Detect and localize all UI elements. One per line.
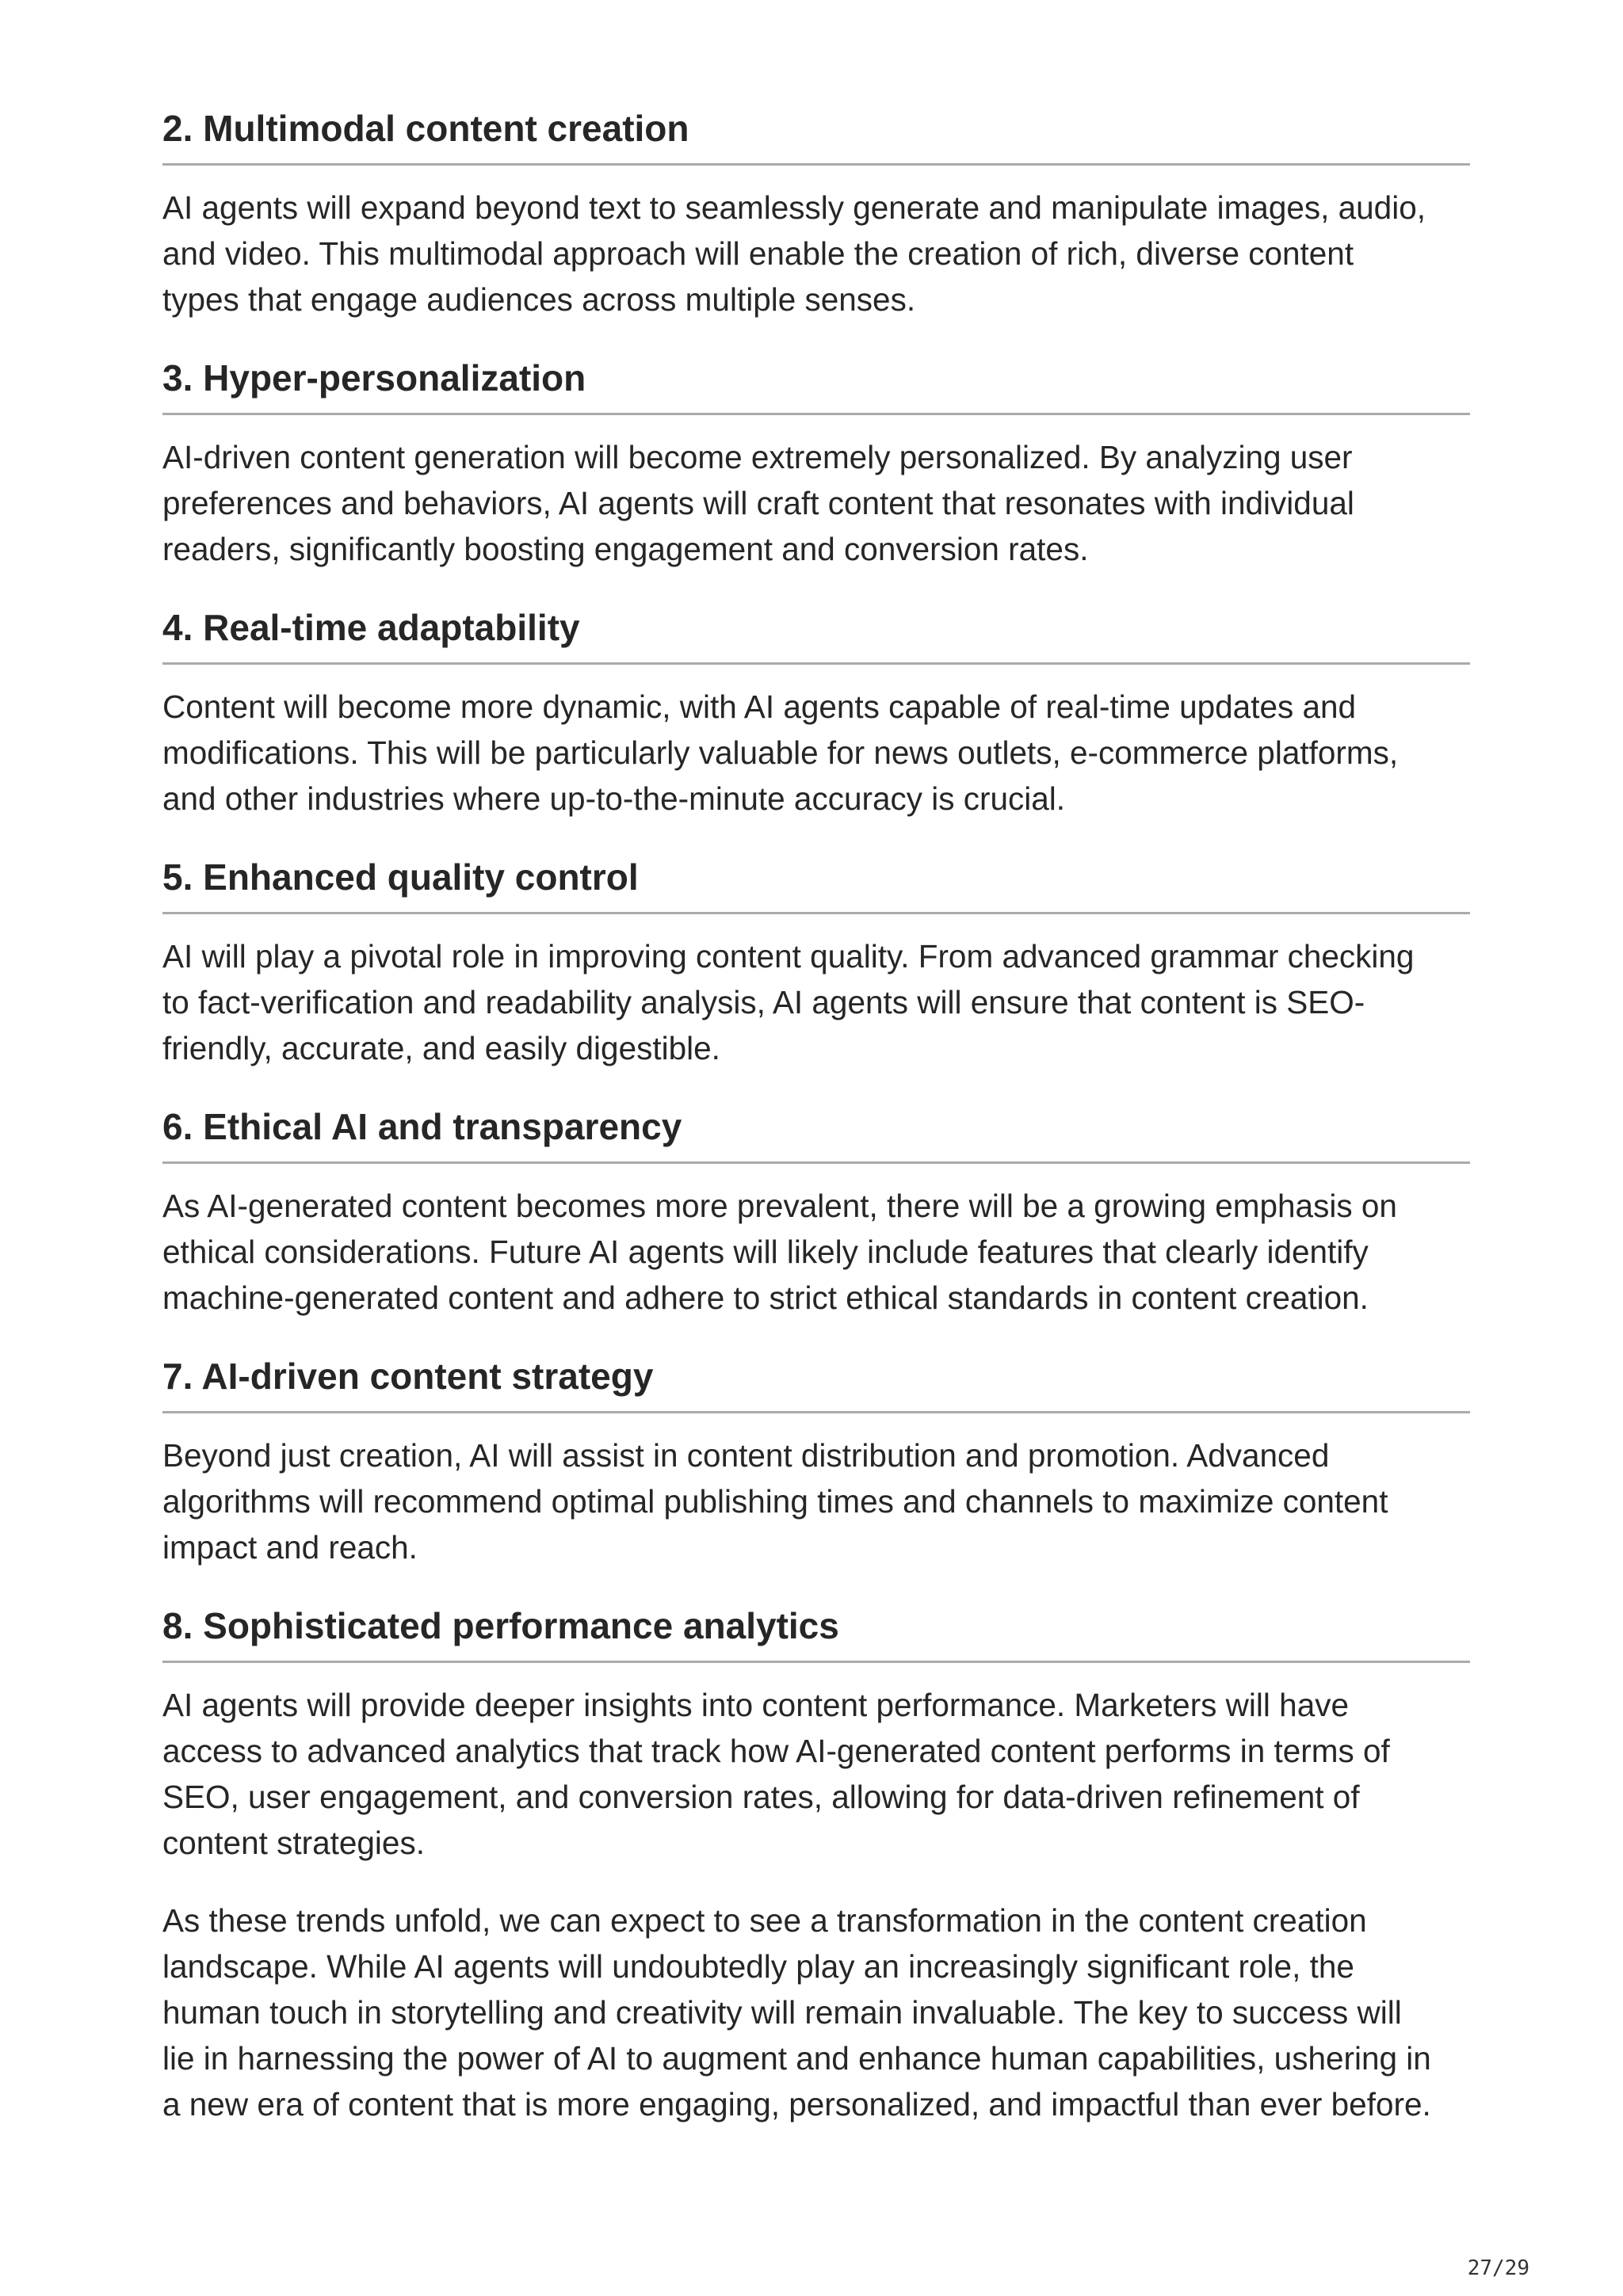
text-line: modifications. This will be particularly valuable for news outlets, e-commerce platforms, [162, 734, 1399, 771]
text-line: Content will become more dynamic, with AI agents capable of real-time updates and [162, 688, 1357, 725]
section-sophisticated-performance-analytics [162, 1602, 1470, 1866]
text-line: As these trends unfold, we can expect to see a transformation in the content creation [162, 1902, 1367, 1939]
section-paragraph [162, 684, 1470, 822]
section-paragraph [162, 434, 1470, 572]
section-ethical-ai-and-transparency [162, 1103, 1470, 1321]
closing-paragraph [162, 1897, 1470, 2127]
text-line: types that engage audiences across multiple senses. [162, 281, 916, 318]
section-heading: 3. Hyper-personalization [162, 354, 1470, 415]
text-line: readers, significantly boosting engagement and conversion rates. [162, 531, 1089, 567]
text-line: impact and reach. [162, 1529, 418, 1566]
section-heading: 8. Sophisticated performance analytics [162, 1602, 1470, 1663]
text-line: to fact-verification and readability analysis, AI agents will ensure that content is SEO- [162, 984, 1365, 1020]
text-line: AI-driven content generation will become extremely personalized. By analyzing user [162, 439, 1353, 475]
document-content [162, 105, 1470, 2127]
text-line: human touch in storytelling and creativity will remain invaluable. The key to success will [162, 1994, 1402, 2031]
section-paragraph [162, 1183, 1470, 1321]
text-line: algorithms will recommend optimal publishing times and channels to maximize content [162, 1483, 1388, 1520]
text-line: lie in harnessing the power of AI to augment and enhance human capabilities, ushering in [162, 2040, 1431, 2077]
page-number: 27/29 [1467, 2256, 1529, 2280]
text-line: Beyond just creation, AI will assist in content distribution and promotion. Advanced [162, 1437, 1330, 1474]
text-line: friendly, accurate, and easily digestible. [162, 1030, 720, 1066]
text-line: AI agents will expand beyond text to seamlessly generate and manipulate images, audio, [162, 189, 1426, 226]
text-line: As AI-generated content becomes more prevalent, there will be a growing emphasis on [162, 1188, 1397, 1224]
section-ai-driven-content-strategy [162, 1352, 1470, 1570]
section-paragraph [162, 1682, 1470, 1866]
text-line: a new era of content that is more engaging, personalized, and impactful than ever before. [162, 2086, 1431, 2122]
text-line: preferences and behaviors, AI agents will craft content that resonates with individual [162, 485, 1354, 521]
text-line: SEO, user engagement, and conversion rates, allowing for data-driven refinement of [162, 1779, 1360, 1815]
section-heading: 4. Real-time adaptability [162, 604, 1470, 665]
section-heading: 7. AI-driven content strategy [162, 1352, 1470, 1413]
text-line: AI will play a pivotal role in improving content quality. From advanced grammar checking [162, 938, 1415, 974]
text-line: content strategies. [162, 1825, 425, 1861]
section-paragraph [162, 185, 1470, 322]
section-heading: 2. Multimodal content creation [162, 105, 1470, 166]
text-line: machine-generated content and adhere to strict ethical standards in content creation. [162, 1280, 1369, 1316]
section-enhanced-quality-control [162, 853, 1470, 1071]
section-paragraph [162, 933, 1470, 1071]
section-heading: 6. Ethical AI and transparency [162, 1103, 1470, 1164]
text-line: landscape. While AI agents will undoubtedly play an increasingly significant role, the [162, 1948, 1354, 1985]
section-heading: 5. Enhanced quality control [162, 853, 1470, 914]
section-multimodal-content-creation [162, 105, 1470, 322]
text-line: access to advanced analytics that track how AI-generated content performs in terms of [162, 1733, 1390, 1769]
text-line: and other industries where up-to-the-minute accuracy is crucial. [162, 780, 1066, 817]
section-paragraph [162, 1432, 1470, 1570]
text-line: ethical considerations. Future AI agents will likely include features that clearly identify [162, 1234, 1369, 1270]
text-line: AI agents will provide deeper insights into content performance. Marketers will have [162, 1687, 1349, 1723]
section-real-time-adaptability [162, 604, 1470, 822]
text-line: and video. This multimodal approach will enable the creation of rich, diverse content [162, 235, 1354, 272]
section-hyper-personalization [162, 354, 1470, 572]
